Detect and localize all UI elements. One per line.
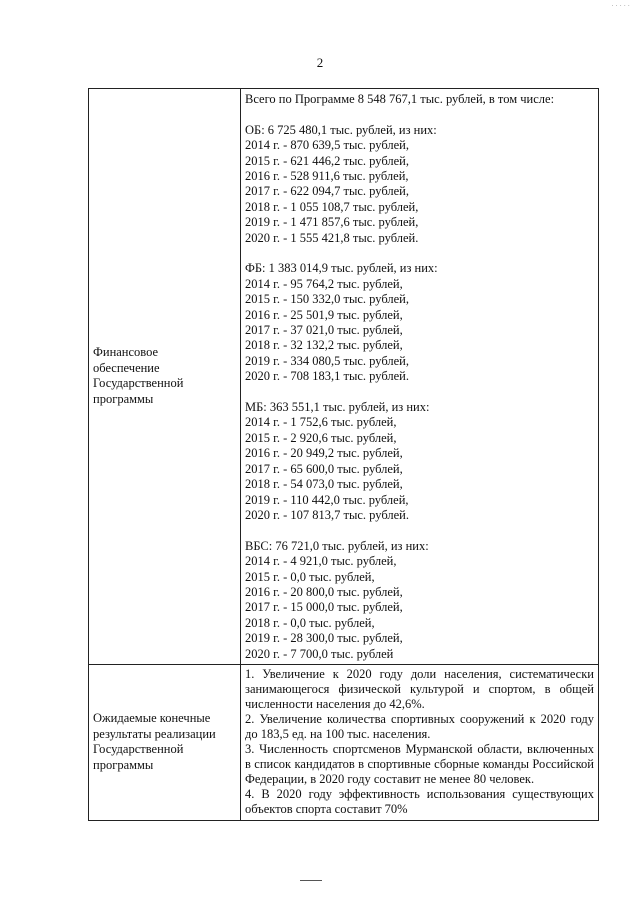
budget-group-mb	[245, 400, 594, 523]
footer-dash	[300, 880, 322, 881]
budget-group-ob	[245, 123, 594, 246]
budget-year-line: 2016 г. - 25 501,9 тыс. рублей,	[245, 307, 403, 322]
budget-year-line: 2014 г. - 1 752,6 тыс. рублей,	[245, 415, 397, 430]
budget-year-line: 2018 г. - 54 073,0 тыс. рублей,	[245, 477, 403, 492]
budget-group-header: МБ: 363 551,1 тыс. рублей, из них:	[245, 400, 430, 415]
budget-year-line: 2018 г. - 32 132,2 тыс. рублей,	[245, 338, 403, 353]
budget-year-line: 2020 г. - 7 700,0 тыс. рублей	[245, 646, 394, 661]
budget-group-header: ВБС: 76 721,0 тыс. рублей, из них:	[245, 538, 429, 553]
page-number: 2	[316, 55, 324, 70]
result-item: 1. Увеличение к 2020 году доли населения, систематически занимающегося физической культурой и спортом, в общей численности населения до 42,6%.	[245, 666, 594, 711]
financing-content-cell	[241, 89, 599, 665]
budget-year-line: 2017 г. - 622 094,7 тыс. рублей,	[245, 184, 409, 199]
budget-year-line: 2014 г. - 4 921,0 тыс. рублей,	[245, 554, 397, 569]
budget-group-header: ОБ: 6 725 480,1 тыс. рублей, из них:	[245, 122, 437, 137]
budget-year-line: 2018 г. - 0,0 тыс. рублей,	[245, 615, 375, 630]
result-item: 4. В 2020 году эффективность использования существующих объектов спорта составит 70%	[245, 786, 594, 816]
budget-group-vbs	[245, 539, 594, 662]
budget-year-line: 2016 г. - 528 911,6 тыс. рублей,	[245, 169, 409, 184]
results-row	[89, 664, 599, 820]
budget-year-line: 2014 г. - 870 639,5 тыс. рублей,	[245, 138, 409, 153]
budget-group-header: ФБ: 1 383 014,9 тыс. рублей, из них:	[245, 261, 438, 276]
budget-year-line: 2018 г. - 1 055 108,7 тыс. рублей,	[245, 199, 419, 214]
budget-year-line: 2016 г. - 20 800,0 тыс. рублей,	[245, 584, 403, 599]
financing-total: Всего по Программе 8 548 767,1 тыс. рублей, в том числе:	[245, 92, 555, 106]
results-content-cell	[241, 664, 599, 820]
budget-year-line: 2014 г. - 95 764,2 тыс. рублей,	[245, 276, 403, 291]
budget-year-line: 2019 г. - 110 442,0 тыс. рублей,	[245, 492, 409, 507]
budget-year-line: 2020 г. - 1 555 421,8 тыс. рублей.	[245, 230, 419, 245]
program-passport-table	[88, 88, 599, 821]
budget-year-line: 2017 г. - 37 021,0 тыс. рублей,	[245, 323, 403, 338]
budget-year-line: 2015 г. - 150 332,0 тыс. рублей,	[245, 292, 409, 307]
financing-label-cell	[89, 89, 241, 665]
budget-year-line: 2015 г. - 621 446,2 тыс. рублей,	[245, 153, 409, 168]
financing-label: Финансовое обеспечение Государственной программы	[93, 345, 184, 406]
budget-year-line: 2020 г. - 708 183,1 тыс. рублей.	[245, 369, 409, 384]
scan-corner-mark: · · · · ·	[611, 2, 630, 10]
results-label: Ожидаемые конечные результаты реализации Государственной программы	[93, 711, 216, 772]
budget-year-line: 2017 г. - 65 600,0 тыс. рублей,	[245, 461, 403, 476]
budget-year-line: 2017 г. - 15 000,0 тыс. рублей,	[245, 600, 403, 615]
budget-year-line: 2019 г. - 334 080,5 тыс. рублей,	[245, 353, 409, 368]
result-item: 2. Увеличение количества спортивных сооружений к 2020 году до 183,5 ед. на 100 тыс. населения.	[245, 711, 594, 741]
budget-year-line: 2019 г. - 28 300,0 тыс. рублей,	[245, 631, 403, 646]
budget-year-line: 2019 г. - 1 471 857,6 тыс. рублей,	[245, 215, 419, 230]
result-item: 3. Численность спортсменов Мурманской области, включенных в список кандидатов в спортивные сборные команды Российской Федерации, в 2020 году составит не менее 80 человек.	[245, 741, 594, 786]
budget-group-fb	[245, 261, 594, 384]
budget-year-line: 2015 г. - 2 920,6 тыс. рублей,	[245, 430, 397, 445]
budget-year-line: 2020 г. - 107 813,7 тыс. рублей.	[245, 507, 409, 522]
budget-year-line: 2016 г. - 20 949,2 тыс. рублей,	[245, 446, 403, 461]
financing-row	[89, 89, 599, 665]
results-label-cell	[89, 664, 241, 820]
budget-year-line: 2015 г. - 0,0 тыс. рублей,	[245, 569, 375, 584]
